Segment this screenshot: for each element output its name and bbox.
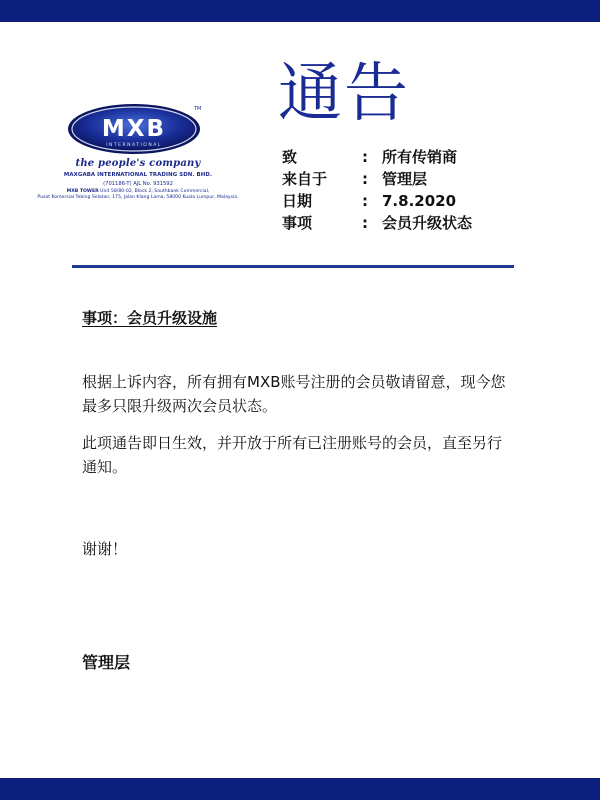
address-tower: MXB TOWER (66, 189, 99, 194)
emblem-subtext: INTERNATIONAL (106, 143, 162, 148)
meta-label-to: 致 (282, 148, 298, 166)
body-paragraph-2: 此项通告即日生效，并开放于所有已注册账号的会员，直至另行通知。 (82, 434, 503, 476)
company-address (18, 189, 258, 201)
subject-heading: 事项：会员升级设施 (82, 309, 218, 327)
meta-label-date: 日期 (282, 192, 313, 210)
emblem-mxb-text: MXB (101, 116, 167, 142)
mxb-emblem-graphic (66, 102, 206, 156)
company-tagline: the people's company (75, 158, 201, 169)
mxb-emblem (66, 102, 206, 156)
meta-value-date: 7.8.2020 (382, 192, 457, 210)
meta-colon: : (362, 214, 368, 232)
meta-row-date (282, 190, 582, 212)
bottom-banner-bar (0, 778, 600, 800)
company-logo (18, 102, 258, 208)
notice-meta (282, 146, 582, 234)
meta-colon: : (362, 170, 368, 188)
trademark-mark: TM (194, 106, 202, 112)
meta-colon: : (362, 148, 368, 166)
signoff: 管理层 (82, 653, 131, 672)
meta-colon: : (362, 192, 368, 210)
meta-row-to (282, 146, 582, 168)
body-paragraph-1: 根据上诉内容，所有拥有MXB账号注册的会员敬请留意，现今您最多只限升级两次会员状态。 (82, 373, 506, 415)
meta-value-subject: 会员升级状态 (382, 214, 473, 232)
meta-label-from: 来自于 (282, 170, 328, 188)
meta-value-from: 管理层 (382, 170, 428, 188)
top-banner-bar (0, 0, 600, 22)
thanks-line: 谢谢！ (82, 540, 128, 558)
address-line-2: Pusat Komersial Tebing Selatan, 175, Jalan Klang Lama, 58000 Kuala Lumpur, Malaysia. (37, 195, 239, 201)
meta-row-subject (282, 212, 582, 234)
address-line-1: Unit 58/80-02, Block 2, Southbank Commercial, (100, 189, 210, 194)
company-registration: (701186-T) AJL No. 931592 (103, 181, 173, 187)
section-divider (72, 265, 514, 268)
meta-label-subject: 事项 (282, 214, 313, 232)
meta-row-from (282, 168, 582, 190)
company-name: MAXGABA INTERNATIONAL TRADING SDN. BHD. (63, 172, 213, 178)
notice-title: 通告 (278, 57, 410, 131)
meta-value-to: 所有传销商 (382, 148, 458, 166)
